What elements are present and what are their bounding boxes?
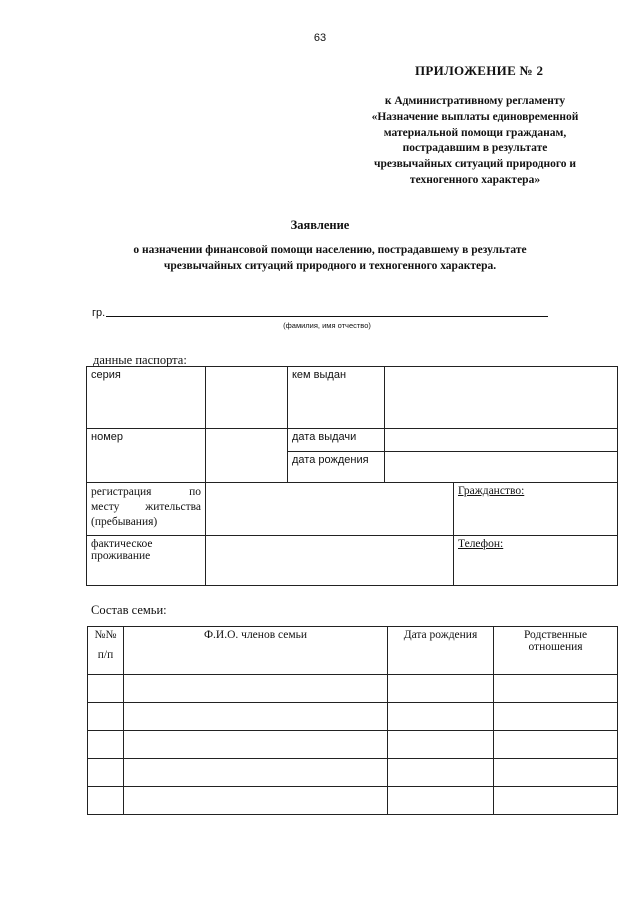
column-relation-line: Родственные (523, 629, 588, 641)
family-label: Состав семьи: (91, 603, 167, 617)
row-name-cell[interactable] (124, 731, 388, 759)
appendix-title: ПРИЛОЖЕНИЕ № 2 (415, 63, 544, 78)
row-birth-date-cell[interactable] (388, 731, 494, 759)
table-row (88, 787, 618, 815)
document-subtitle (60, 242, 600, 274)
appendix-line: пострадавшим в результате (402, 142, 548, 155)
page-number: 63 (313, 32, 327, 44)
appendix-line: чрезвычайных ситуаций природного и (373, 158, 577, 171)
row-relation-cell[interactable] (494, 675, 618, 703)
appendix-line: техногенного характера» (409, 173, 541, 186)
series-field[interactable] (206, 367, 288, 429)
column-relation (494, 627, 618, 675)
issued-by-field[interactable] (385, 367, 618, 429)
row-relation-cell[interactable] (494, 787, 618, 815)
issue-date-label: дата выдачи (288, 429, 385, 452)
appendix-line: к Административному регламенту (384, 95, 566, 107)
row-birth-date-cell[interactable] (388, 787, 494, 815)
birth-date-field[interactable] (385, 452, 618, 483)
issue-date-field[interactable] (385, 429, 618, 452)
row-birth-date-cell[interactable] (388, 703, 494, 731)
citizenship-field[interactable] (454, 483, 618, 536)
document-title: Заявление (290, 218, 350, 232)
row-relation-cell[interactable] (494, 759, 618, 787)
passport-label: данные паспорта: (93, 353, 187, 367)
row-number-cell[interactable] (88, 675, 124, 703)
column-relation-line: отношения (528, 641, 583, 653)
registration-line: месту жительства (91, 501, 201, 513)
table-row (88, 675, 618, 703)
applicant-prefix: гр. (92, 307, 106, 319)
table-row (88, 731, 618, 759)
actual-residence-label (87, 536, 206, 586)
column-birth-date: Дата рождения (388, 627, 494, 675)
row-name-cell[interactable] (124, 675, 388, 703)
birth-date-label: дата рождения (288, 452, 385, 483)
appendix-reference (340, 94, 610, 189)
row-birth-date-cell[interactable] (388, 759, 494, 787)
row-name-cell[interactable] (124, 703, 388, 731)
number-field[interactable] (206, 429, 288, 483)
issued-by-label: кем выдан (288, 367, 385, 429)
residence-line: проживание (91, 550, 151, 562)
residence-line: фактическое (91, 538, 153, 550)
row-relation-cell[interactable] (494, 731, 618, 759)
phone-field[interactable] (454, 536, 618, 586)
row-number-cell[interactable] (88, 787, 124, 815)
registration-label (87, 483, 206, 536)
row-name-cell[interactable] (124, 759, 388, 787)
family-table (87, 626, 618, 815)
registration-field[interactable] (206, 483, 454, 536)
applicant-name-field[interactable] (106, 316, 548, 317)
appendix-line: «Назначение выплаты единовременной (371, 110, 579, 123)
column-number (88, 627, 124, 675)
column-number-line: п/п (97, 649, 114, 661)
phone-label: Телефон: (458, 538, 504, 550)
row-name-cell[interactable] (124, 787, 388, 815)
appendix-line: материальной помощи гражданам, (383, 126, 567, 139)
row-birth-date-cell[interactable] (388, 675, 494, 703)
number-label: номер (87, 429, 206, 483)
column-name: Ф.И.О. членов семьи (124, 627, 388, 675)
registration-line: (пребывания) (91, 516, 158, 528)
passport-table (86, 366, 618, 586)
row-relation-cell[interactable] (494, 703, 618, 731)
registration-line: регистрация по (91, 486, 201, 498)
row-number-cell[interactable] (88, 731, 124, 759)
row-number-cell[interactable] (88, 759, 124, 787)
series-label: серия (87, 367, 206, 429)
applicant-name-hint: (фамилия, имя отчество) (283, 321, 371, 330)
subtitle-line: чрезвычайных ситуаций природного и техногенного характера. (163, 260, 497, 272)
actual-residence-field[interactable] (206, 536, 454, 586)
row-number-cell[interactable] (88, 703, 124, 731)
table-row (88, 703, 618, 731)
subtitle-line: о назначении финансовой помощи населению, пострадавшему в результате (133, 244, 527, 256)
citizenship-label: Гражданство: (458, 485, 525, 497)
table-row (88, 759, 618, 787)
column-number-line: №№ (94, 629, 117, 641)
